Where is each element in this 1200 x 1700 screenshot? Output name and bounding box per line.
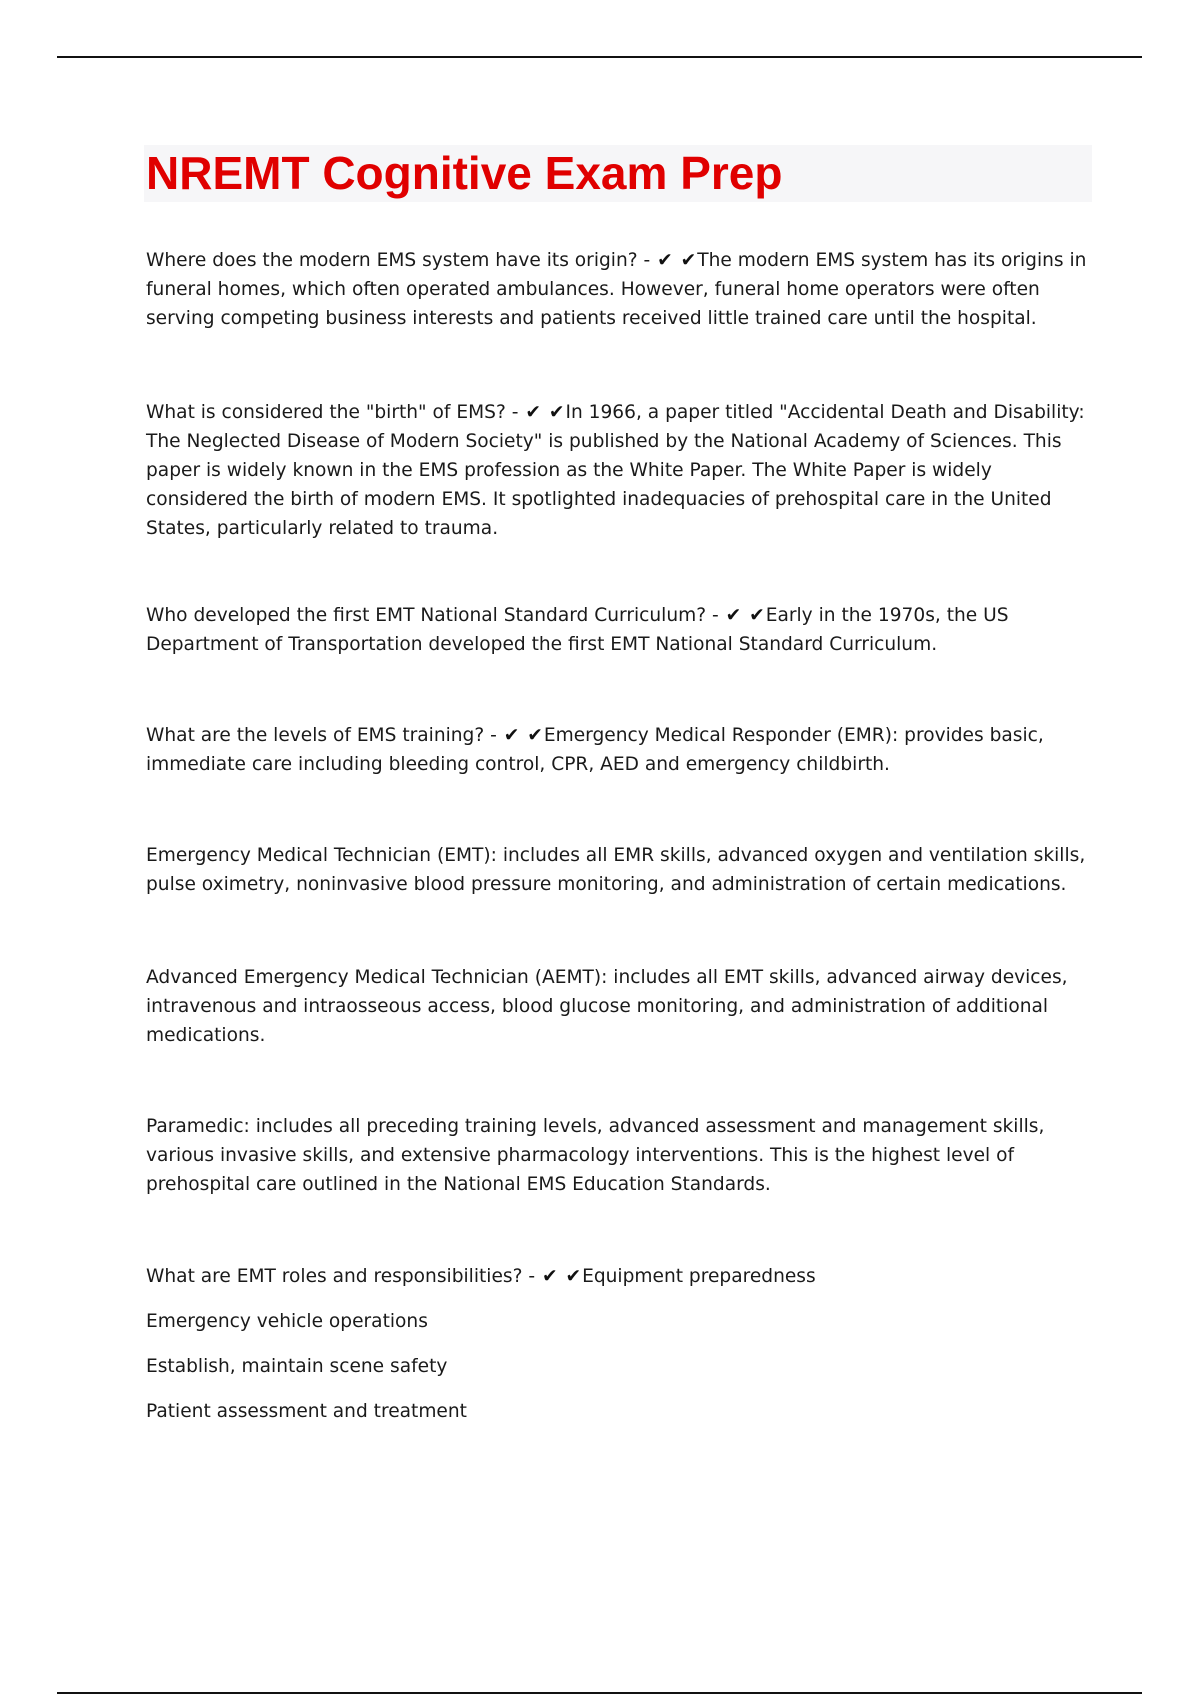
page-title: NREMT Cognitive Exam Prep — [146, 147, 783, 199]
checkmark-icon: ✔ — [565, 1266, 582, 1287]
paragraph-paramedic: Paramedic: includes all preceding training levels, advanced assessment and management skills, various invasive skills, and extensive pharmacology interventions. This is the highest level of prehospital care outlined in the National EMS Education Standards. — [146, 1116, 1045, 1195]
question-text: What is considered the "birth" of EMS? - — [146, 402, 525, 423]
answer-text: In 1966, a paper titled "Accidental Death and Disability: The Neglected Disease of Modern Society" is published by the National Academy of Sciences. This paper is widely known in the EMS profession as the White Paper. The White Paper is widely considered the birth of modern EMS. It spotlighted inadequacies of prehospital care in the United States, particularly related to trauma. — [146, 402, 1085, 539]
answer-text: The modern EMS system has its origins in funeral homes, which often operated ambulances. However, funeral home operators were often serving competing business interests and patients received little trained care until the hospital. — [146, 250, 1087, 329]
question-text: What are EMT roles and responsibilities? - — [146, 1266, 541, 1287]
checkmark-icon: ✔ — [749, 605, 765, 626]
roles-list-item: Emergency vehicle operations — [146, 1311, 428, 1332]
qa-entry-origin — [146, 246, 1094, 333]
paragraph-emt: Emergency Medical Technician (EMT): includes all EMR skills, advanced oxygen and ventilation skills, pulse oximetry, noninvasive blood pressure monitoring, and administration of certain medications. — [146, 845, 1086, 895]
top-rule — [57, 56, 1142, 58]
qa-entry-roles — [146, 1262, 1094, 1291]
document-body — [146, 246, 1094, 1426]
checkmark-icon: ✔ — [525, 402, 541, 423]
checkmark-icon: ✔ — [541, 1266, 558, 1287]
checkmark-icon: ✔ — [503, 725, 520, 746]
checkmark-icon: ✔ — [527, 725, 543, 746]
question-text: Who developed the first EMT National Standard Curriculum? - — [146, 605, 725, 626]
question-text: What are the levels of EMS training? - — [146, 725, 503, 746]
qa-entry-birth — [146, 398, 1094, 543]
checkmark-icon: ✔ — [725, 605, 742, 626]
roles-list-item: Patient assessment and treatment — [146, 1401, 467, 1422]
roles-list-item: Establish, maintain scene safety — [146, 1356, 448, 1377]
paragraph-aemt: Advanced Emergency Medical Technician (AEMT): includes all EMT skills, advanced airway devices, intravenous and intraosseous access, blood glucose monitoring, and administration of additional medications. — [146, 967, 1068, 1046]
checkmark-icon: ✔ — [657, 250, 673, 271]
question-text: Where does the modern EMS system have its origin? - — [146, 250, 657, 271]
qa-entry-curriculum — [146, 601, 1094, 659]
checkmark-icon: ✔ — [548, 402, 565, 423]
checkmark-icon: ✔ — [680, 250, 697, 271]
answer-text: Equipment preparedness — [582, 1266, 816, 1287]
qa-entry-levels — [146, 721, 1094, 779]
answer-text: Early in the 1970s, the US Department of Transportation developed the first EMT National Standard Curriculum. — [146, 605, 1009, 655]
answer-text: Emergency Medical Responder (EMR): provides basic, immediate care including bleeding control, CPR, AED and emergency childbirth. — [146, 725, 1044, 775]
bottom-rule — [57, 1692, 1142, 1694]
